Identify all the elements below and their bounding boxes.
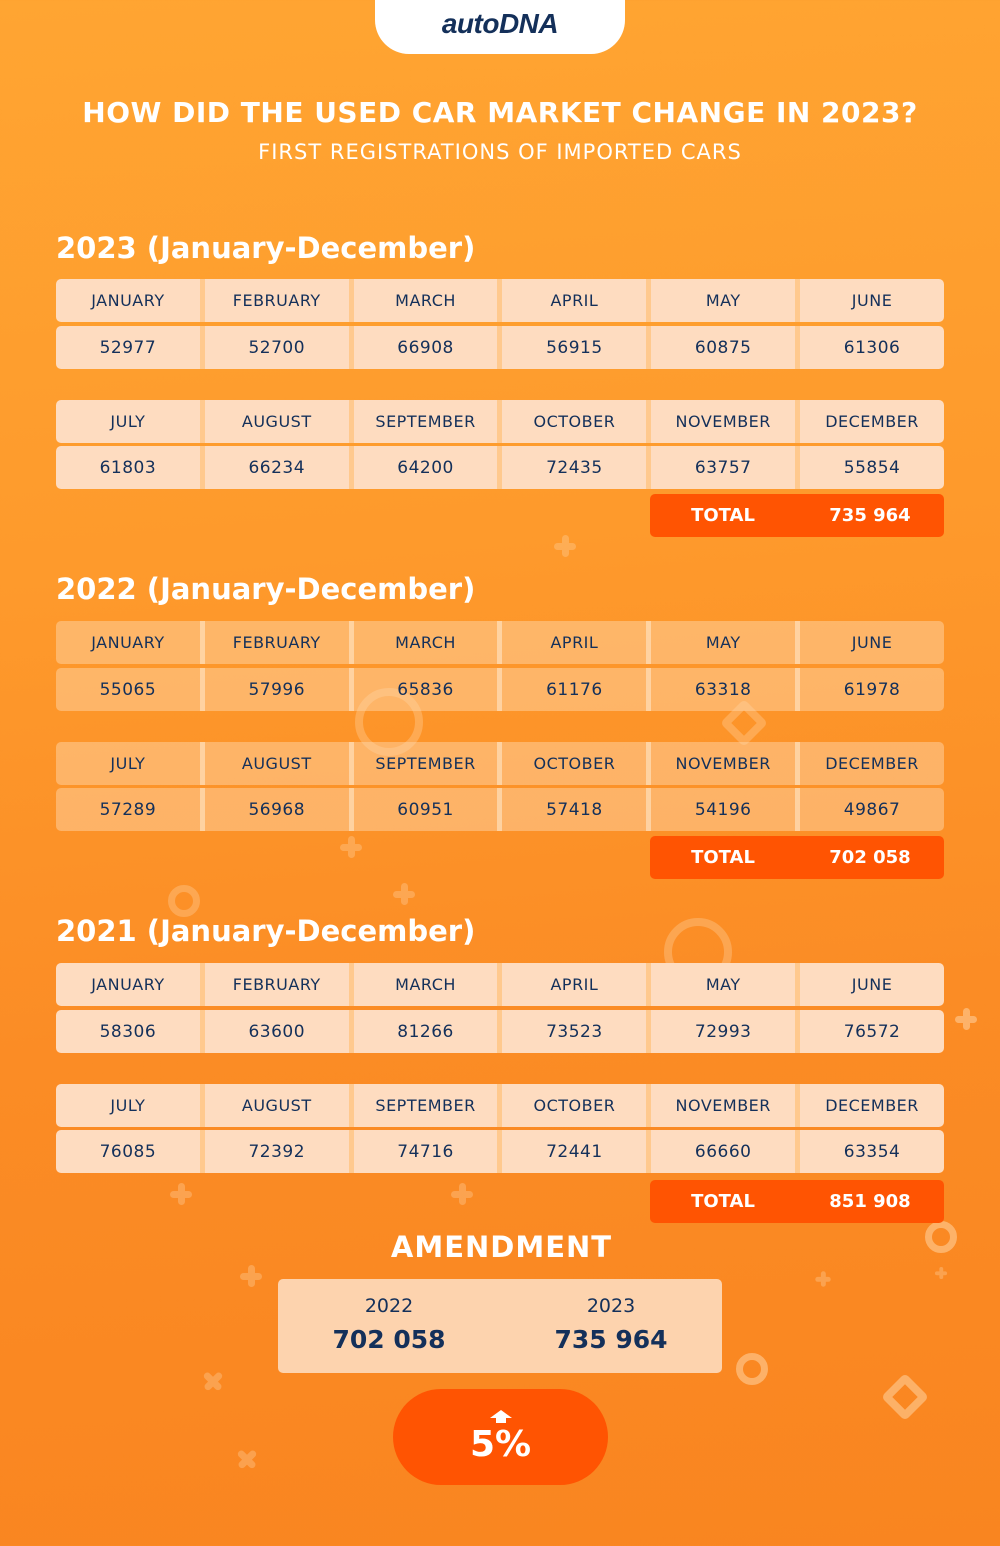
value-cell: 66908 [354,326,503,369]
value-cell: 56968 [205,788,354,831]
autodna-logo: autoDNA [441,8,559,39]
value-cell: 56915 [502,326,651,369]
value-cell: 63318 [651,668,800,711]
month-cell: NOVEMBER [651,742,800,785]
month-cell: MARCH [354,621,503,664]
month-cell: MAY [651,279,800,322]
month-header-row [56,279,944,322]
plus-decoration-icon [240,1265,262,1287]
month-cell: APRIL [502,621,651,664]
month-cell: JANUARY [56,621,205,664]
total-badge-2022 [650,836,944,879]
month-cell: MARCH [354,279,503,322]
month-cell: DECEMBER [800,1084,944,1127]
value-cell: 81266 [354,1010,503,1053]
value-row [56,788,944,831]
value-cell: 65836 [354,668,503,711]
amendment-value: 735 964 [554,1325,668,1354]
value-cell: 66234 [205,446,354,489]
total-value: 851 908 [829,1191,911,1212]
ring-decoration-icon [168,885,200,917]
month-header-row [56,400,944,443]
plus-decoration-icon [393,883,415,905]
value-row [56,446,944,489]
value-cell: 74716 [354,1130,503,1173]
month-cell: JULY [56,742,205,785]
plus-decoration-icon [340,836,362,858]
month-header-row [56,1084,944,1127]
amendment-value: 702 058 [332,1325,446,1354]
total-label: TOTAL [691,847,755,868]
value-cell: 76085 [56,1130,205,1173]
page-title: HOW DID THE USED CAR MARKET CHANGE IN 2023? [82,96,918,129]
value-cell: 72435 [502,446,651,489]
month-cell: JUNE [800,621,944,664]
page-subtitle: FIRST REGISTRATIONS OF IMPORTED CARS [258,140,742,164]
change-percent-value: 5% [469,1423,532,1465]
month-cell: DECEMBER [800,742,944,785]
amendment-title: AMENDMENT [390,1230,613,1264]
value-cell: 73523 [502,1010,651,1053]
value-cell: 57289 [56,788,205,831]
value-cell: 63757 [651,446,800,489]
value-cell: 72392 [205,1130,354,1173]
value-cell: 72441 [502,1130,651,1173]
amendment-column-2023 [500,1279,722,1373]
section-title-2021: 2021 (January-December) [56,914,476,948]
value-cell: 52700 [205,326,354,369]
value-cell: 66660 [651,1130,800,1173]
value-cell: 76572 [800,1010,944,1053]
value-row [56,326,944,369]
total-badge-2023 [650,494,944,537]
value-cell: 52977 [56,326,205,369]
month-header-row [56,621,944,664]
value-cell: 64200 [354,446,503,489]
value-cell: 58306 [56,1010,205,1053]
value-cell: 61176 [502,668,651,711]
value-cell: 55065 [56,668,205,711]
change-percent-badge [393,1389,608,1485]
month-cell: FEBRUARY [205,963,354,1006]
plus-decoration-icon [955,1008,977,1030]
value-row [56,668,944,711]
value-cell: 60875 [651,326,800,369]
value-cell: 72993 [651,1010,800,1053]
month-cell: SEPTEMBER [354,1084,503,1127]
section-title-2023: 2023 (January-December) [56,231,476,265]
month-cell: AUGUST [205,400,354,443]
value-cell: 61306 [800,326,944,369]
total-badge-2021 [650,1180,944,1223]
total-label: TOTAL [691,505,755,526]
diamond-decoration-icon [881,1373,929,1421]
value-cell: 55854 [800,446,944,489]
month-cell: JUNE [800,963,944,1006]
month-cell: OCTOBER [502,1084,651,1127]
month-cell: AUGUST [205,742,354,785]
amendment-year: 2022 [364,1295,414,1317]
value-row [56,1010,944,1053]
month-cell: FEBRUARY [205,279,354,322]
total-label: TOTAL [691,1191,755,1212]
logo-tab [375,0,625,54]
value-row [56,1130,944,1173]
value-cell: 49867 [800,788,944,831]
total-value: 702 058 [829,847,911,868]
ring-decoration-icon [736,1353,768,1385]
month-cell: JANUARY [56,279,205,322]
section-title-2022: 2022 (January-December) [56,572,476,606]
month-cell: FEBRUARY [205,621,354,664]
amendment-column-2022 [278,1279,500,1373]
plus-decoration-icon [170,1183,192,1205]
value-cell: 54196 [651,788,800,831]
month-cell: OCTOBER [502,742,651,785]
month-cell: MAY [651,621,800,664]
month-header-row [56,742,944,785]
month-cell: MARCH [354,963,503,1006]
month-cell: DECEMBER [800,400,944,443]
month-cell: MAY [651,963,800,1006]
plus-decoration-icon [197,1365,228,1396]
month-cell: JULY [56,400,205,443]
month-cell: JANUARY [56,963,205,1006]
value-cell: 57418 [502,788,651,831]
month-cell: SEPTEMBER [354,742,503,785]
plus-decoration-icon [231,1443,262,1474]
month-cell: AUGUST [205,1084,354,1127]
month-cell: SEPTEMBER [354,400,503,443]
total-value: 735 964 [829,505,911,526]
value-cell: 61978 [800,668,944,711]
month-cell: JULY [56,1084,205,1127]
month-cell: APRIL [502,963,651,1006]
value-cell: 61803 [56,446,205,489]
value-cell: 57996 [205,668,354,711]
amendment-year: 2023 [586,1295,636,1317]
month-header-row [56,963,944,1006]
month-cell: APRIL [502,279,651,322]
plus-decoration-icon [554,535,576,557]
arrow-up-icon [490,1410,512,1418]
value-cell: 60951 [354,788,503,831]
value-cell: 63354 [800,1130,944,1173]
plus-decoration-icon [935,1267,947,1279]
month-cell: NOVEMBER [651,400,800,443]
value-cell: 63600 [205,1010,354,1053]
amendment-comparison-box [278,1279,722,1373]
plus-decoration-icon [451,1183,473,1205]
plus-decoration-icon [815,1271,830,1286]
month-cell: JUNE [800,279,944,322]
month-cell: NOVEMBER [651,1084,800,1127]
month-cell: OCTOBER [502,400,651,443]
